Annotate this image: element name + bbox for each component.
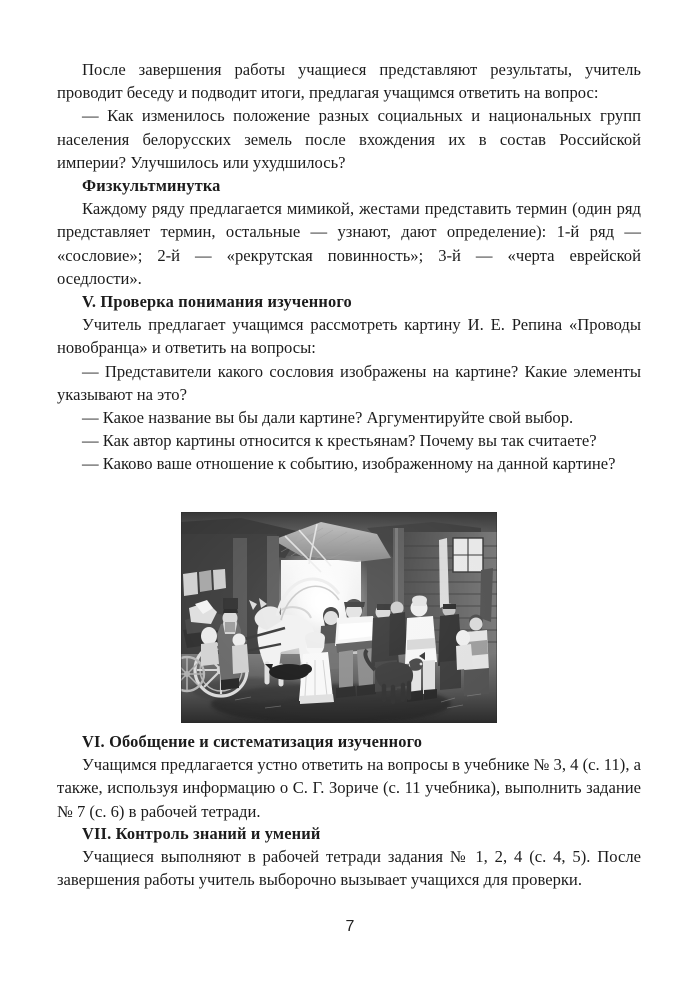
main-text-column <box>57 58 641 476</box>
question-v-4: — Каково ваше отношение к событию, изображенному на данной картине? <box>82 454 616 474</box>
paragraph-section-vi: Учащимся предлагается устно ответить на вопросы в учебнике № 3, 4 (с. 11), а также, используя информацию о С. Г. Зориче (с. 11 учебника), выполнить задание № 7 (с. 6) в рабочей тетради. <box>57 755 641 821</box>
heading-section-v: V. Проверка понимания изученного <box>82 292 352 312</box>
paragraph-section-v-intro: Учитель предлагает учащимся рассмотреть картину И. Е. Репина «Проводы новобранца» и ответить на вопросы: <box>57 315 641 358</box>
page-number: 7 <box>345 918 355 935</box>
question-v-1: — Представители какого сословия изображены на картине? Какие элементы указывают на это? <box>57 361 641 404</box>
paragraph-fizkultminutka: Каждому ряду предлагается мимикой, жестами представить термин (один ряд представляет термин, остальные — узнают, дают определение): 1-й ряд — «сословие»; 2-й — «рекрутская повинность»; 3-й — «черта еврейской оседлости». <box>57 199 641 288</box>
section-vii <box>57 822 641 892</box>
heading-fizkultminutka: Физкультминутка <box>82 176 221 196</box>
paragraph-intro: После завершения работы учащиеся представляют результаты, учитель проводит беседу и подводит итоги, предлагая учащимся ответить на вопрос: <box>57 60 641 103</box>
painting-image <box>181 512 497 723</box>
paragraph-section-vii: Учащиеся выполняют в рабочей тетради задания № 1, 2, 4 (с. 4, 5). После завершения работы учитель выборочно вызывает учащихся для проверки. <box>57 847 641 890</box>
question-v-3: — Как автор картины относится к крестьянам? Почему вы так считаете? <box>82 431 597 451</box>
section-vi <box>57 730 641 823</box>
heading-section-vi: VI. Обобщение и систематизация изученного <box>82 732 423 751</box>
figure-repin-painting <box>181 512 497 723</box>
heading-section-vii: VII. Контроль знаний и умений <box>82 824 321 843</box>
question-v-2: — Какое название вы бы дали картине? Аргументируйте свой выбор. <box>82 408 574 428</box>
question-intro: — Как изменилось положение разных социальных и национальных групп населения белорусских земель после вхождения их в состав Российской империи? Улучшилось или ухудшилось? <box>57 106 641 172</box>
